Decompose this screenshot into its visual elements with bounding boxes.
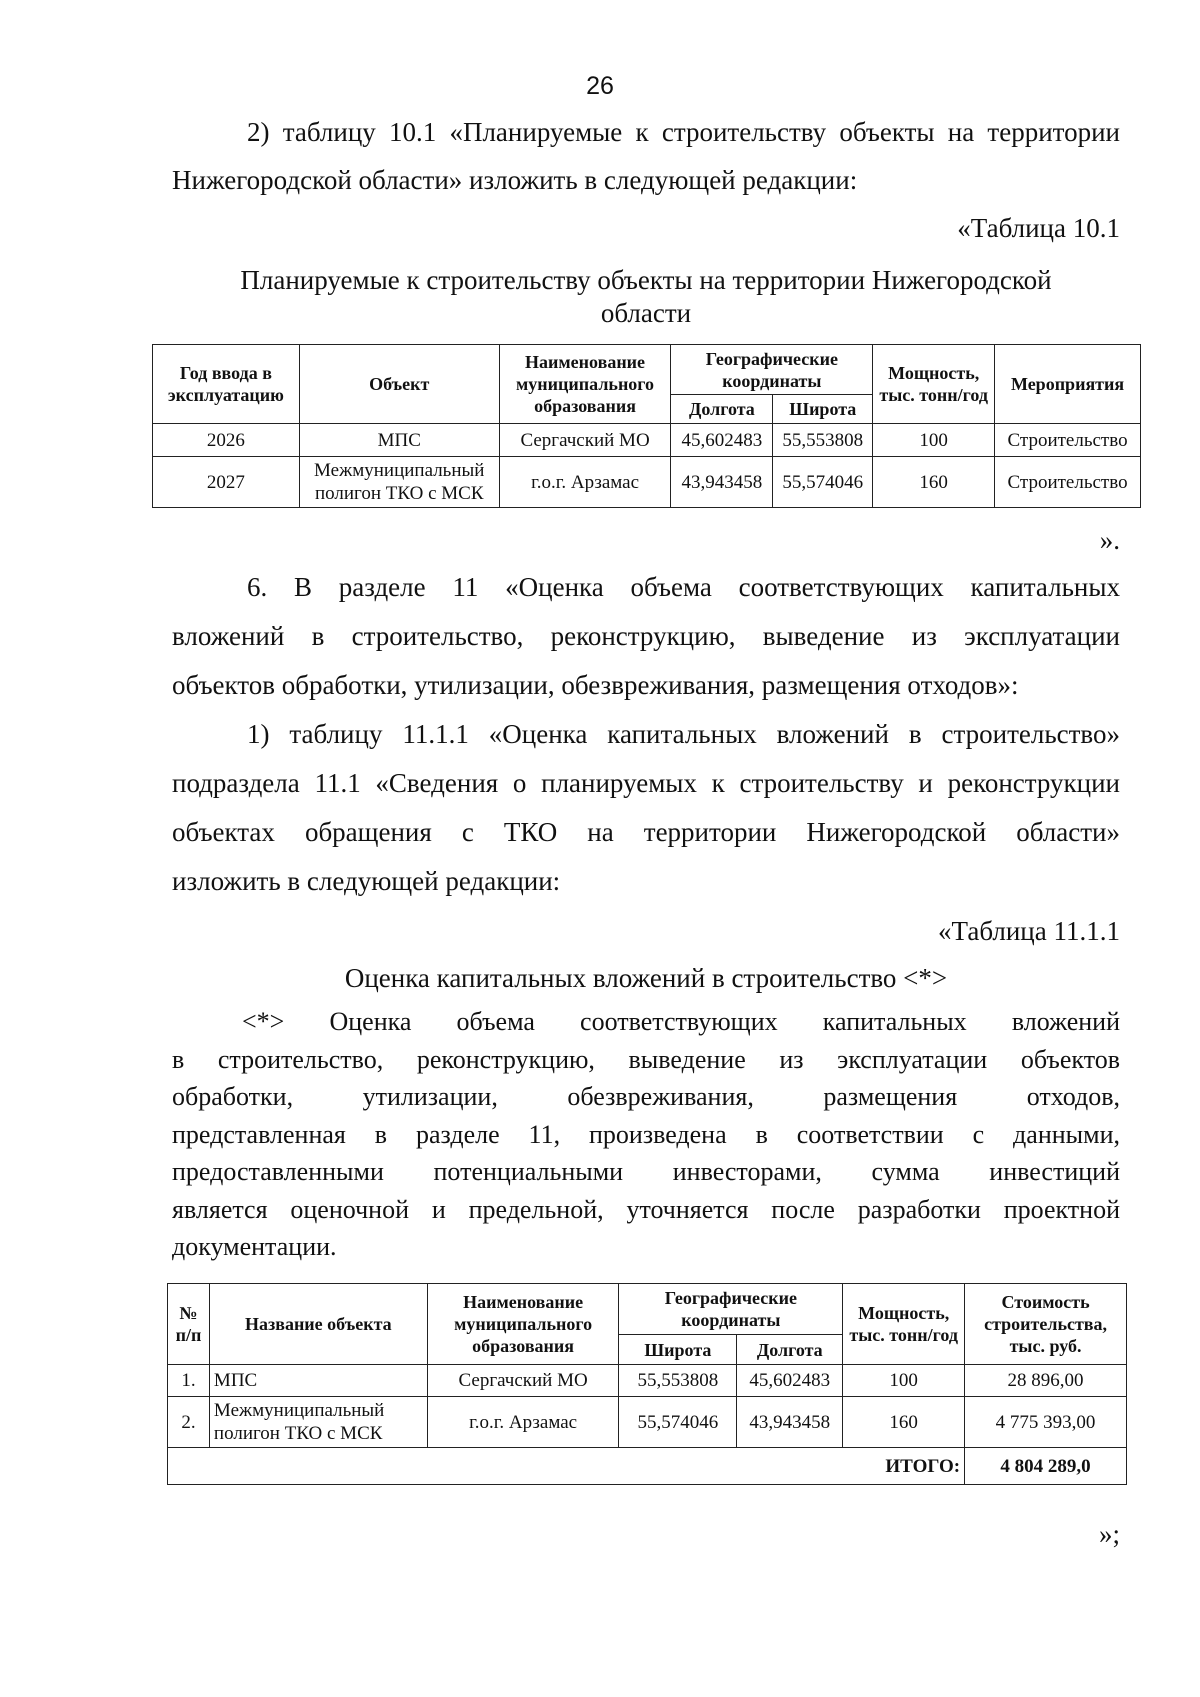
cell-object-name: МПС [209,1365,427,1397]
table-10-1-closing-quote: ». [1099,525,1120,555]
footnote-line-4: представленная в разделе 11, произведена в соответствии с данными, [172,1119,1120,1149]
cell-municipality: г.о.г. Арзамас [499,457,671,508]
footnote-line-6: является оценочной и предельной, уточняется после разработки проектной [172,1194,1120,1224]
header-latitude: Широта [773,395,873,424]
footnote-line-1: <*> Оценка объема соответствующих капитальных вложений [242,1007,1120,1036]
section-6-line-1: 6. В разделе 11 «Оценка объема соответствующих капитальных [247,572,1120,602]
header-capacity: Мощность, тыс. тонн/год [843,1284,965,1365]
subsection-1-line-4: изложить в следующей редакции: [172,866,561,896]
total-label: ИТОГО: [168,1448,965,1485]
intro-paragraph-line-2: Нижегородской области» изложить в следующей редакции: [172,165,858,195]
table-row [168,1397,1127,1448]
cell-object-name: Межмуниципальный полигон ТКО с МСК [209,1397,427,1448]
cell-capacity: 160 [873,457,995,508]
intro-paragraph-line-1: 2) таблицу 10.1 «Планируемые к строительству объекты на территории [247,117,1120,147]
section-6-line-3: объектов обработки, утилизации, обезвреживания, размещения отходов»: [172,670,1019,700]
table-11-1-1-caption: Оценка капитальных вложений в строительство <*> [344,963,948,993]
cell-year: 2027 [153,457,300,508]
total-value: 4 804 289,0 [965,1448,1127,1485]
table-10-1-label: «Таблица 10.1 [957,213,1120,243]
footnote-line-5: предоставленными потенциальными инвесторами, сумма инвестиций [172,1157,1120,1186]
cell-cost: 4 775 393,00 [965,1397,1127,1448]
cell-municipality: Сергачский МО [499,424,671,457]
cell-municipality: Сергачский МО [427,1365,619,1397]
header-year: Год ввода в эксплуатацию [153,345,300,424]
footnote-line-3: обработки, утилизации, обезвреживания, размещения отходов, [172,1082,1120,1111]
cell-capacity: 100 [843,1365,965,1397]
table-row [168,1365,1127,1397]
table-11-1-1 [167,1283,1127,1485]
cell-object: МПС [299,424,499,457]
header-number: № п/п [168,1284,210,1365]
table-row [153,457,1141,508]
header-object-name: Название объекта [209,1284,427,1365]
header-longitude: Долгота [737,1335,843,1365]
cell-capacity: 160 [843,1397,965,1448]
footnote-line-2: в строительство, реконструкцию, выведение из эксплуатации объектов [172,1044,1120,1074]
footnote-line-7: документации. [172,1232,337,1261]
subsection-1-line-1: 1) таблицу 11.1.1 «Оценка капитальных вложений в строительство» [247,719,1120,749]
cell-number: 2. [168,1397,210,1448]
table-11-1-1-closing-quote: »; [1098,1519,1120,1549]
cell-measures: Строительство [995,457,1141,508]
header-object: Объект [299,345,499,424]
header-municipality: Наименование муниципального образования [427,1284,619,1365]
header-coordinates: Географические координаты [619,1284,843,1335]
page-number: 26 [586,72,614,100]
header-cost: Стоимость строительства, тыс. руб. [965,1284,1127,1365]
cell-cost: 28 896,00 [965,1365,1127,1397]
cell-longitude: 43,943458 [671,457,773,508]
header-measures: Мероприятия [995,345,1141,424]
cell-measures: Строительство [995,424,1141,457]
cell-latitude: 55,553808 [619,1365,737,1397]
cell-longitude: 45,602483 [737,1365,843,1397]
header-latitude: Широта [619,1335,737,1365]
header-coordinates: Географические координаты [671,345,873,395]
footnote [172,1003,1120,1266]
cell-municipality: г.о.г. Арзамас [427,1397,619,1448]
cell-latitude: 55,574046 [773,457,873,508]
section-6-line-2: вложений в строительство, реконструкцию, выведение из эксплуатации [172,621,1120,651]
cell-longitude: 43,943458 [737,1397,843,1448]
cell-capacity: 100 [873,424,995,457]
header-municipality: Наименование муниципального образования [499,345,671,424]
table-row [153,424,1141,457]
header-capacity: Мощность, тыс. тонн/год [873,345,995,424]
table-11-1-1-label: «Таблица 11.1.1 [938,916,1120,946]
cell-longitude: 45,602483 [671,424,773,457]
subsection-1-line-3: объектах обращения с ТКО на территории Нижегородской области» [172,817,1120,847]
table-10-1 [152,344,1141,508]
cell-object: Межмуниципальный полигон ТКО с МСК [299,457,499,508]
cell-latitude: 55,553808 [773,424,873,457]
table-10-1-caption-line-1: Планируемые к строительству объекты на территории Нижегородской [240,265,1052,295]
cell-latitude: 55,574046 [619,1397,737,1448]
header-longitude: Долгота [671,395,773,424]
subsection-1-line-2: подраздела 11.1 «Сведения о планируемых к строительству и реконструкции [172,768,1120,798]
cell-year: 2026 [153,424,300,457]
total-row [168,1448,1127,1485]
table-10-1-caption-line-2: области [600,298,692,328]
cell-number: 1. [168,1365,210,1397]
